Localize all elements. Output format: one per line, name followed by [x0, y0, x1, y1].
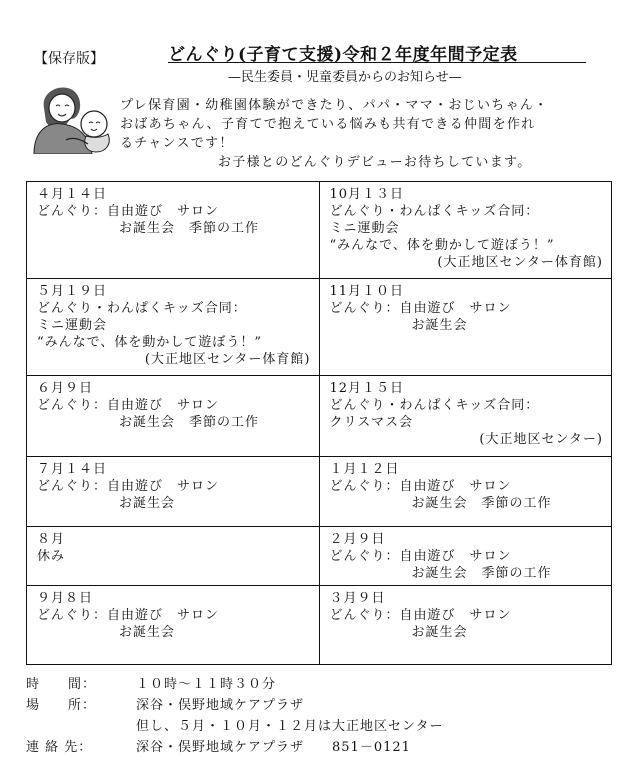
- event-date: ７月１４日: [37, 462, 108, 477]
- event-line: お誕生会: [411, 318, 468, 333]
- title-underline: [168, 62, 586, 63]
- event-info: [26, 674, 443, 758]
- event-line: どんぐり：自由遊び サロン: [329, 608, 512, 623]
- schedule-cell-apr: [27, 182, 320, 279]
- event-line: どんぐり：自由遊び サロン: [329, 479, 512, 494]
- intro-line: るチャンスです！: [120, 136, 234, 151]
- event-date: 11月１０日: [329, 284, 405, 299]
- event-line: どんぐり：自由遊び サロン: [329, 301, 512, 316]
- mother-and-baby-illustration-icon: [26, 78, 122, 154]
- event-date: ８月: [37, 532, 66, 547]
- event-line: お誕生会 季節の工作: [411, 496, 552, 511]
- schedule-cell-aug: [27, 527, 320, 586]
- event-date: ４月１４日: [37, 187, 108, 202]
- event-date: ９月８日: [37, 591, 94, 606]
- place-note: 但し、５月・１０月・１２月は大正地区センター: [136, 719, 444, 734]
- event-line: お誕生会 季節の工作: [119, 415, 260, 430]
- intro-text: [120, 96, 600, 172]
- schedule-cell-dec: [319, 376, 612, 457]
- schedule-cell-oct: [319, 182, 612, 279]
- schedule-cell-sep: [27, 586, 320, 665]
- event-line: お誕生会 季節の工作: [411, 566, 552, 581]
- event-date: １月１２日: [329, 462, 400, 477]
- intro-line: お子様とのどんぐりデビューお待ちしています。: [218, 155, 532, 170]
- event-line: どんぐり・わんぱくキッズ合同：: [37, 301, 247, 316]
- event-line: お誕生会: [119, 625, 176, 640]
- event-line: どんぐり：自由遊び サロン: [37, 204, 220, 219]
- schedule-cell-may: [27, 279, 320, 376]
- event-line: ミニ運動会: [329, 221, 400, 236]
- event-line: お誕生会: [411, 625, 468, 640]
- saved-edition-tag: 【保存版】: [34, 51, 104, 67]
- schedule-cell-feb: [319, 527, 612, 586]
- page-title: どんぐり(子育て支援)令和２年度年間予定表: [168, 45, 518, 65]
- place-label: 場 所：: [26, 698, 97, 713]
- event-line: “みんなで、体を動かして遊ぼう！”: [329, 238, 555, 253]
- event-line: どんぐり：自由遊び サロン: [37, 398, 220, 413]
- event-date: ２月９日: [329, 532, 386, 547]
- event-line: どんぐり・わんぱくキッズ合同：: [329, 204, 540, 219]
- schedule-table: [26, 181, 612, 665]
- schedule-cell-mar: [319, 586, 612, 665]
- event-line: どんぐり：自由遊び サロン: [37, 608, 220, 623]
- event-line: どんぐり：自由遊び サロン: [37, 479, 220, 494]
- event-venue: (大正地区センター体育館): [437, 255, 603, 270]
- event-date: ３月９日: [329, 591, 386, 606]
- event-line: クリスマス会: [329, 415, 413, 430]
- schedule-cell-jun: [27, 376, 320, 457]
- place-value: 深谷・俣野地域ケアプラザ: [136, 698, 305, 713]
- contact-value: 深谷・俣野地域ケアプラザ 851－0121: [136, 740, 411, 755]
- event-date: 10月１３日: [329, 187, 405, 202]
- page-subtitle: —民生委員・児童委員からのお知らせ—: [228, 70, 462, 85]
- time-value: １０時～１１時３０分: [136, 677, 277, 692]
- contact-label: 連 絡 先：: [26, 740, 93, 755]
- intro-line: おばあちゃん、子育てで抱えている悩みも共有できる仲間を作れ: [120, 117, 536, 132]
- event-line: “みんなで、体を動かして遊ぼう！”: [37, 335, 263, 350]
- time-label: 時 間：: [26, 677, 97, 692]
- event-line: ミニ運動会: [37, 318, 108, 333]
- event-date: ６月９日: [37, 381, 94, 396]
- intro-line: プレ保育園・幼稚園体験ができたり、パパ・ママ・おじいちゃん・: [120, 98, 549, 113]
- event-line: お誕生会: [119, 496, 176, 511]
- schedule-cell-nov: [319, 279, 612, 376]
- schedule-cell-jan: [319, 457, 612, 527]
- event-date: 12月１５日: [329, 381, 405, 396]
- event-line: どんぐり・わんぱくキッズ合同：: [329, 398, 540, 413]
- event-venue: (大正地区センター体育館): [144, 352, 311, 367]
- event-line: お誕生会 季節の工作: [119, 221, 260, 236]
- schedule-cell-jul: [27, 457, 320, 527]
- event-line: 休み: [37, 549, 66, 564]
- event-line: どんぐり：自由遊び サロン: [329, 549, 512, 564]
- event-venue: (大正地区センター): [479, 432, 603, 447]
- event-date: ５月１９日: [37, 284, 108, 299]
